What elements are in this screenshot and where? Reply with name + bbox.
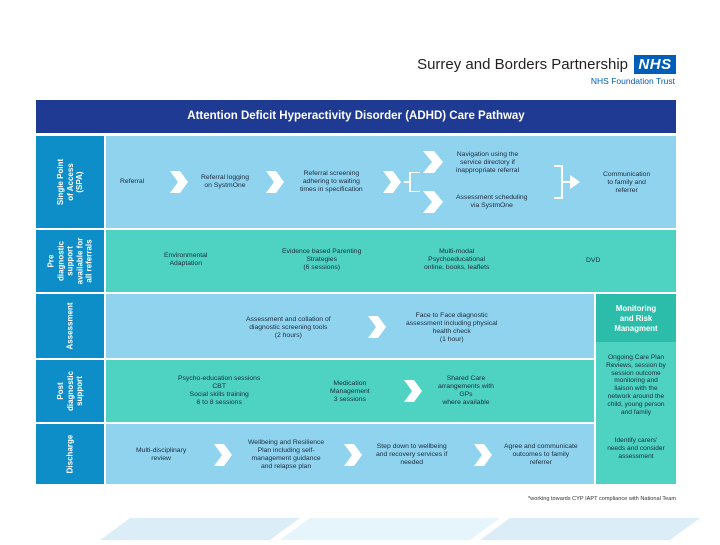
- step-agree-outcomes: Agree and communicate outcomes to family referrer: [504, 443, 578, 466]
- decorative-band: [0, 518, 720, 540]
- step-step-down: Step down to wellbeing and recovery services if needed: [376, 443, 448, 466]
- row-label-pre-diagnostic-text: Pre diagnostic support available for all referrals: [46, 237, 94, 285]
- row-label-spa-text: Single Point of Access (SPA): [55, 158, 84, 206]
- support-dvd: DVD: [586, 257, 601, 264]
- row-label-assessment-text: Assessment: [65, 302, 75, 350]
- chevron-right-icon: [383, 171, 401, 193]
- row-label-post-diagnostic-text: Post diagnostic support: [55, 370, 84, 412]
- chevron-right-icon: [423, 151, 443, 173]
- step-communication: Communication to family and referrer: [603, 171, 651, 194]
- step-referral-screening: Referral screening adhering to waiting times in specification: [300, 170, 363, 193]
- step-wellbeing-plan: Wellbeing and Resilience Plan including self- management guidance and relapse plan: [248, 439, 325, 470]
- branch-bracket-icon: [404, 172, 420, 192]
- row-post-diagnostic: [106, 360, 594, 422]
- step-screening-tools: Assessment and collation of diagnostic screening tools (2 hours): [246, 316, 331, 339]
- chevron-right-icon: [170, 171, 188, 193]
- support-medication: Medication Management 3 sessions: [330, 380, 370, 403]
- monitoring-header: [596, 294, 676, 342]
- step-mdt-review: Multi-disciplinary review: [136, 447, 187, 462]
- row-label-assessment: [36, 294, 104, 358]
- row-label-pre-diagnostic: [36, 230, 104, 292]
- row-label-discharge-text: Discharge: [65, 434, 75, 474]
- page-title: Attention Deficit Hyperactivity Disorder (ADHD) Care Pathway: [187, 110, 525, 122]
- row-label-discharge: [36, 424, 104, 484]
- monitoring-title: Monitoring and Risk Managment: [614, 304, 658, 333]
- monitoring-reviews: Ongoing Care Plan Reviews, session by session outcome monitoring and liaison with the network around the child, young person and family: [606, 354, 666, 416]
- row-discharge: [106, 424, 594, 484]
- merge-bracket-icon: [554, 165, 580, 199]
- organisation-name: Surrey and Borders Partnership: [417, 56, 628, 73]
- monitoring-panel: [596, 294, 676, 484]
- support-psychoeducational: Multi-modal Psychoeducational online, books, leaflets: [424, 248, 490, 271]
- chevron-right-icon: [214, 444, 232, 466]
- title-bar: [36, 100, 676, 133]
- row-pre-diagnostic: [106, 230, 676, 292]
- organisation-subtitle: NHS Foundation Trust: [590, 76, 675, 86]
- nhs-logo: NHS: [634, 55, 676, 74]
- chevron-right-icon: [474, 444, 492, 466]
- chevron-right-icon: [368, 316, 386, 338]
- support-shared-care: Shared Care arrangements with GPs where available: [438, 375, 494, 406]
- step-navigation: Navigation using the service directory if inappropriate referral: [456, 151, 520, 174]
- row-label-post-diagnostic: [36, 360, 104, 422]
- support-parenting: Evidence based Parenting Strategies (6 sessions): [282, 248, 362, 271]
- row-assessment: [106, 294, 594, 358]
- support-psycho-education: Psycho-education sessions CBT Social skills training 6 to 8 sessions: [178, 375, 261, 406]
- chevron-right-icon: [423, 191, 443, 213]
- chevron-right-icon: [266, 171, 284, 193]
- row-spa: [106, 136, 676, 228]
- step-assessment-scheduling: Assessment scheduling via SystmOne: [456, 194, 528, 209]
- step-face-to-face: Face to Face diagnostic assessment including physical health check (1 hour): [406, 312, 498, 343]
- footnote: *working towards CYP IAPT compliance with National Team: [528, 496, 676, 502]
- support-environmental: Environmental Adaptation: [164, 252, 208, 267]
- row-label-spa: [36, 136, 104, 228]
- chevron-right-icon: [404, 380, 422, 402]
- step-referral-logging: Referral logging on SystmOne: [201, 174, 249, 189]
- monitoring-carers: Identify carers' needs and consider assessment: [607, 437, 665, 460]
- step-referral: Referral: [120, 178, 145, 185]
- chevron-right-icon: [344, 444, 362, 466]
